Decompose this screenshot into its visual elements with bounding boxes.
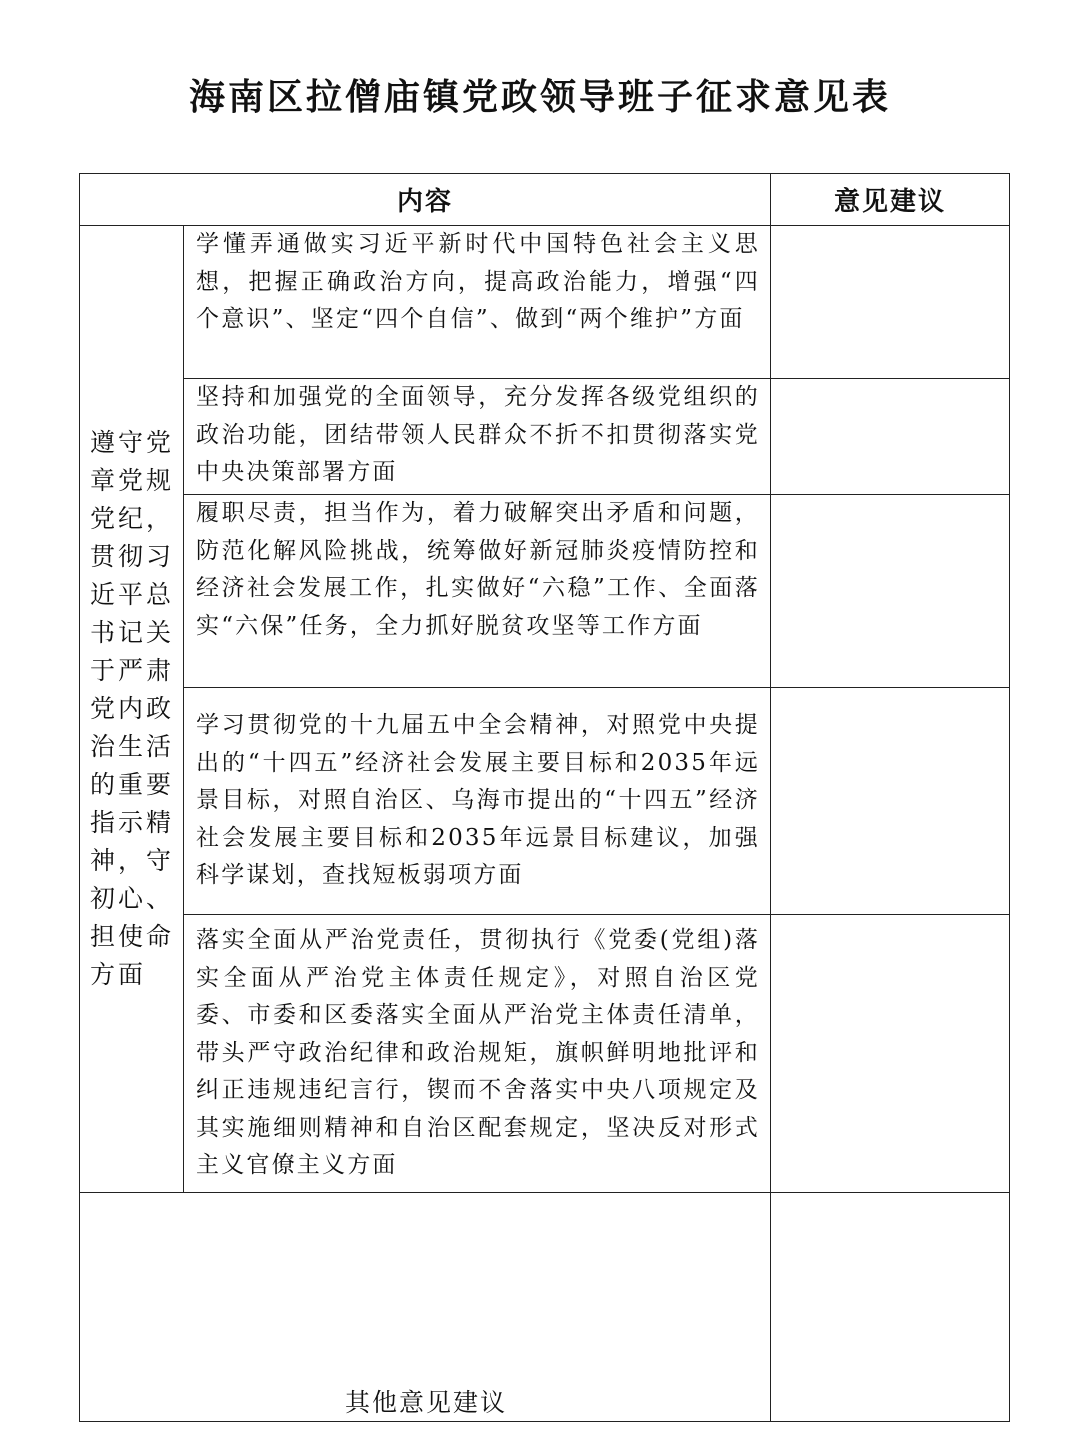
table-row (80, 688, 1010, 915)
table-row (80, 226, 1010, 379)
table-row (80, 915, 1010, 1193)
page-title: 海南区拉僧庙镇党政领导班子征求意见表 (188, 77, 891, 118)
suggestion-cell-4[interactable] (771, 688, 1010, 915)
item-text-2: 坚持和加强党的全面领导，充分发挥各级党组织的政治功能，团结带领人民群众不折不扣贯彻落实党中央决策部署方面 (184, 379, 771, 495)
header-content: 内容 (80, 174, 771, 226)
suggestion-cell-5[interactable] (771, 915, 1010, 1193)
item-text-3: 履职尽责，担当作为，着力破解突出矛盾和问题，防范化解风险挑战，统筹做好新冠肺炎疫情防控和经济社会发展工作，扎实做好“六稳”工作、全面落实“六保”任务，全力抓好脱贫攻坚等工作方面 (184, 495, 771, 688)
table-header-row (80, 174, 1010, 226)
item-text-1: 学懂弄通做实习近平新时代中国特色社会主义思想，把握正确政治方向，提高政治能力，增强“四个意识”、坚定“四个自信”、做到“两个维护”方面 (184, 226, 771, 379)
header-suggestions: 意见建议 (771, 174, 1010, 226)
feedback-form-table (79, 173, 1010, 1422)
item-text-5: 落实全面从严治党责任，贯彻执行《党委(党组)落实全面从严治党主体责任规定》，对照自治区党委、市委和区委落实全面从严治党主体责任清单，带头严守政治纪律和政治规矩，旗帜鲜明地批评和纠正违规违纪言行，锲而不舍落实中央八项规定及其实施细则精神和自治区配套规定，坚决反对形式主义官僚主义方面 (184, 915, 771, 1193)
other-suggestions-cell[interactable] (771, 1193, 1010, 1422)
table-row (80, 495, 1010, 688)
other-suggestions-label: 其他意见建议 (80, 1193, 771, 1422)
table-row (80, 379, 1010, 495)
suggestion-cell-2[interactable] (771, 379, 1010, 495)
suggestion-cell-1[interactable] (771, 226, 1010, 379)
item-text-4: 学习贯彻党的十九届五中全会精神，对照党中央提出的“十四五”经济社会发展主要目标和2035年远景目标，对照自治区、乌海市提出的“十四五”经济社会发展主要目标和2035年远景目标建议，加强科学谋划，查找短板弱项方面 (184, 688, 771, 915)
suggestion-cell-3[interactable] (771, 495, 1010, 688)
category-cell: 遵守党章党规党纪，贯彻习近平总书记关于严肃党内政治生活的重要指示精神，守初心、担使命方面 (80, 226, 184, 1193)
table-row-other (80, 1193, 1010, 1422)
